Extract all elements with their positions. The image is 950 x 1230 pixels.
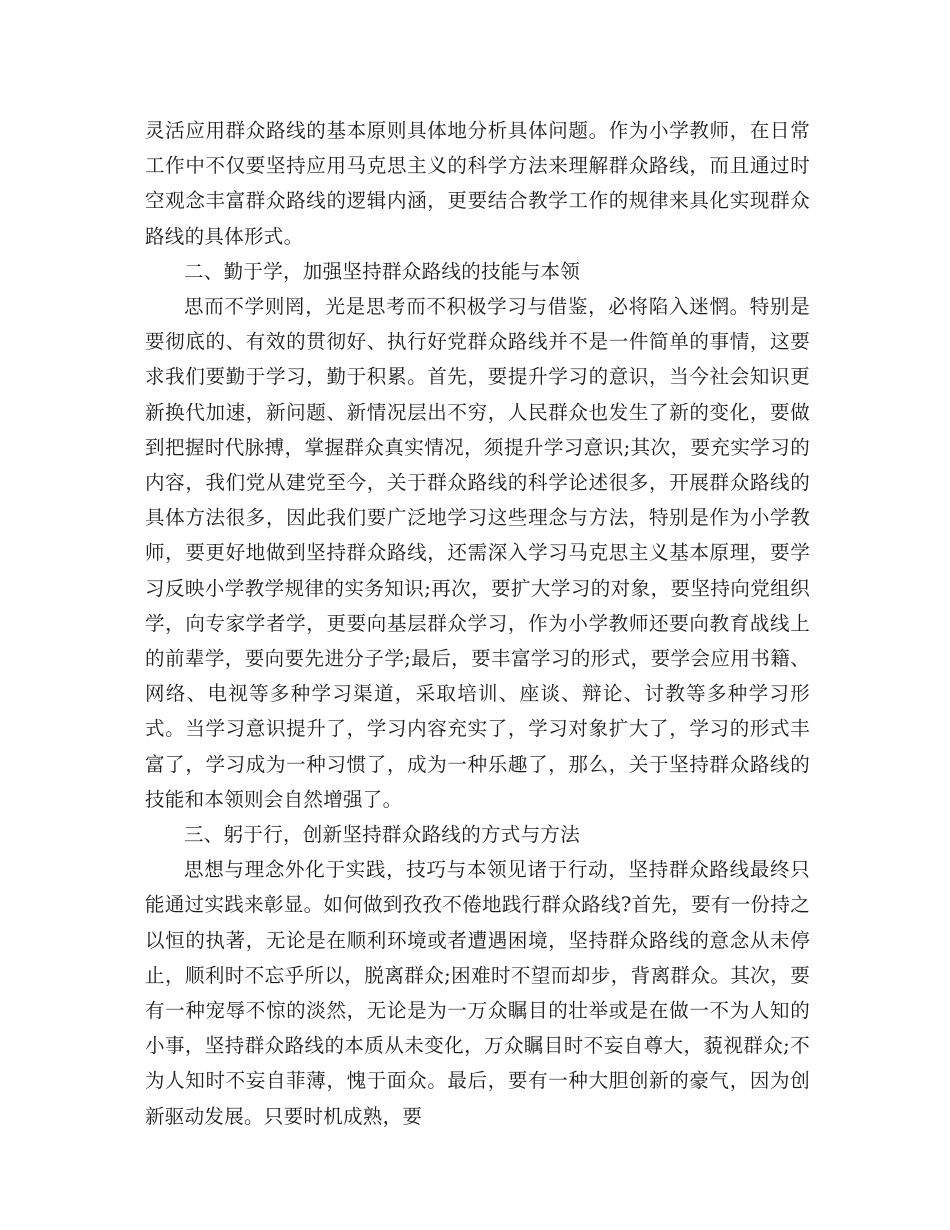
section-heading-2: 二、勤于学，加强坚持群众路线的技能与本领 <box>184 259 581 283</box>
section-heading-3: 三、躬于行，创新坚持群众路线的方式与方法 <box>184 823 581 847</box>
paragraph-continuation: 灵活应用群众路线的基本原则具体地分析具体问题。作为小学教师，在日常工作中不仅要坚持应用马克思主义的科学方法来理解群众路线，而且通过时空观念丰富群众路线的逻辑内涵，更要结合教学工作的规律来具化实现群众路线的具体形式。 <box>145 119 810 248</box>
document-body <box>145 113 810 1134</box>
paragraph-practice: 思想与理念外化于实践，技巧与本领见诸于行动，坚持群众路线最终只能通过实践来彰显。如何做到孜孜不倦地践行群众路线?首先，要有一份持之以恒的执著，无论是在顺利环境或者遭遇困境，坚持群众路线的意念从未停止，顺利时不忘乎所以，脱离群众;困难时不望而却步，背离群众。其次，要有一种宠辱不惊的淡然，无论是为一万众瞩目的壮举或是在做一不为人知的小事，坚持群众路线的本质从未变化，万众瞩目时不妄自尊大，藐视群众;不为人知时不妄自菲薄，愧于面众。最后，要有一种大胆创新的豪气，因为创新驱动发展。只要时机成熟，要 <box>145 858 810 1128</box>
paragraph-study: 思而不学则罔，光是思考而不积极学习与借鉴，必将陷入迷惘。特别是要彻底的、有效的贯彻好、执行好党群众路线并不是一件简单的事情，这要求我们要勤于学习，勤于积累。首先，要提升学习的意识，当今社会知识更新换代加速，新问题、新情况层出不穷，人民群众也发生了新的变化，要做到把握时代脉搏，掌握群众真实情况，须提升学习意识;其次，要充实学习的内容，我们党从建党至今，关于群众路线的科学论述很多，开展群众路线的具体方法很多，因此我们要广泛地学习这些理念与方法，特别是作为小学教师，要更好地做到坚持群众路线，还需深入学习马克思主义基本原理，要学习反映小学教学规律的实务知识;再次，要扩大学习的对象，要坚持向党组织学，向专家学者学，更要向基层群众学习，作为小学教师还要向教育战线上的前辈学，要向要先进分子学;最后，要丰富学习的形式，要学会应用书籍、网络、电视等多种学习渠道，采取培训、座谈、辩论、讨教等多种学习形式。当学习意识提升了，学习内容充实了，学习对象扩大了，学习的形式丰富了，学习成为一种习惯了，成为一种乐趣了，那么，关于坚持群众路线的技能和本领则会自然增强了。 <box>145 295 810 811</box>
